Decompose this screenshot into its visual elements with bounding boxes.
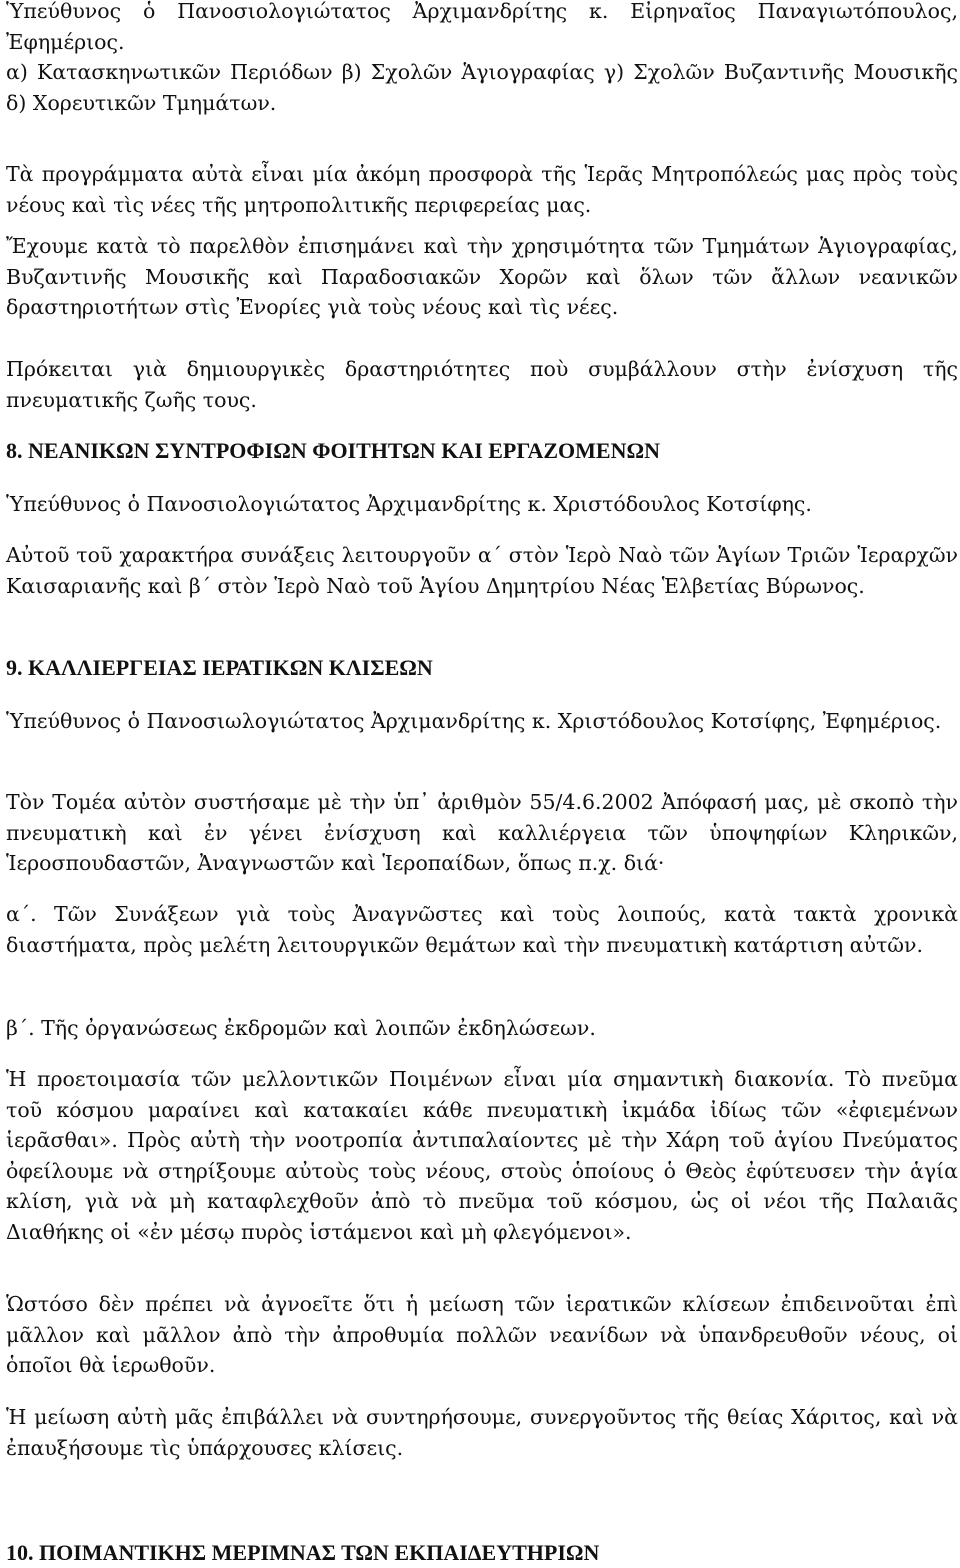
divine-grace-paragraph: Ἡ μείωση αὐτὴ μᾶς ἐπιβάλλει νὰ συντηρήσουμε, συνεργοῦντος τῆς θείας Χάριτος, καὶ νὰ ἐπαυξήσουμε τὶς ὑπάρχουσες κλίσεις. [6, 1405, 958, 1460]
programs-paragraph: Τὰ προγράμματα αὐτὰ εἶναι μία ἀκόμη προσφορὰ τῆς Ἱερᾶς Μητροπόλεώς μας πρὸς τοὺς νέους καὶ τὶς νέες τῆς μητροπολιτικῆς περιφερείας μας. [6, 162, 958, 217]
future-shepherds-paragraph: Ἡ προετοιμασία τῶν μελλοντικῶν Ποιμένων εἶναι μία σημαντικὴ διακονία. Τὸ πνεῦμα τοῦ κόσμου μαραίνει καὶ κατακαίει κάθε πνευματικὴ ἰκμάδα ἰδίως τῶν «ἐφιεμένων ἱερᾶσθαι». Πρὸς αὐτὴ τὴν νοοτροπία ἀντιπαλαίοντες μὲ τὴν Χάρη τοῦ ἁγίου Πνεύματος ὀφείλουμε νὰ στηρίξουμε αὐτοὺς τοὺς νέους, στοὺς ὁποίους ὁ Θεὸς ἐφύτευσεν τὴν ἁγία κλίση, γιὰ νὰ μὴ καταφλεχθοῦν ἀπὸ τὸ πνεῦμα τοῦ κόσμου, ὡς οἱ νέοι τῆς Παλαιᾶς Διαθήκης οἱ «ἐν μέσῳ πυρὸς ἱστάμενοι καὶ μὴ φλεγόμενοι». [6, 1067, 958, 1244]
section-8-heading: 8. ΝΕΑΝΙΚΩΝ ΣΥΝΤΡΟΦΙΩΝ ΦΟΙΤΗΤΩΝ ΚΑΙ ΕΡΓΑΖΟΜΕΝΩΝ [6, 438, 660, 463]
item-alpha-paragraph: α΄. Τῶν Συνάξεων γιὰ τοὺς Ἀναγνῶστες καὶ τοὺς λοιπούς, κατὰ τακτὰ χρονικὰ διαστήματα, πρὸς μελέτη λειτουργικῶν θεμάτων καὶ τὴν πνευματικὴ κατάρτιση αὐτῶν. [6, 902, 958, 957]
intro-responsible-paragraph: Ὑπεύθυνος ὁ Πανοσιολογιώτατος Ἀρχιμανδρίτης κ. Εἰρηναῖος Παναγιωτόπουλος, Ἐφημέριος. [6, 0, 958, 54]
section-9-heading: 9. ΚΑΛΛΙΕΡΓΕΙΑΣ ΙΕΡΑΤΙΚΩΝ ΚΛΙΣΕΩΝ [6, 655, 433, 680]
sector-establishment-paragraph: Τὸν Τομέα αὐτὸν συστήσαμε μὲ τὴν ὑπ᾽ ἀριθμὸν 55/4.6.2002 Ἀπόφασή μας, μὲ σκοπὸ τὴν πνευματικὴ καὶ ἐν γένει ἐνίσχυση καὶ καλλιέργεια τῶν ὑποψηφίων Κληρικῶν, Ἱεροσπουδαστῶν, Ἀναγνωστῶν καὶ Ἱεροπαίδων, ὅπως π.χ. διά· [6, 790, 958, 876]
past-activities-paragraph: Ἔχουμε κατὰ τὸ παρελθὸν ἐπισημάνει καὶ τὴν χρησιμότητα τῶν Τμημάτων Ἁγιογραφίας, Βυζαντινῆς Μουσικῆς καὶ Παραδοσιακῶν Χορῶν καὶ ὅλων τῶν ἄλλων νεανικῶν δραστηριοτήτων στὶς Ἐνορίες γιὰ τοὺς νέους καὶ τὶς νέες. [6, 234, 958, 320]
section-10-heading: 10. ΠΟΙΜΑΝΤΙΚΗΣ ΜΕΡΙΜΝΑΣ ΤΩΝ ΕΚΠΑΙΔΕΥΤΗΡΙΩΝ [6, 1540, 600, 1565]
meetings-paragraph: Αὐτοῦ τοῦ χαρακτήρα συνάξεις λειτουργοῦν α΄ στὸν Ἱερὸ Ναὸ τῶν Ἁγίων Τριῶν Ἱεραρχῶν Καισαριανῆς καὶ β΄ στὸν Ἱερὸ Ναὸ τοῦ Ἁγίου Δημητρίου Νέας Ἑλβετίας Βύρωνος. [6, 543, 958, 598]
vocations-decline-paragraph: Ὡστόσο δὲν πρέπει νὰ ἀγνοεῖτε ὅτι ἡ μείωση τῶν ἱερατικῶν κλίσεων ἐπιδεινοῦται ἐπὶ μᾶλλον καὶ μᾶλλον ἀπὸ τὴν ἀπροθυμία πολλῶν νεανίδων νὰ ὑπανδρευθοῦν νέους, οἱ ὁποῖοι θὰ ἱερωθοῦν. [6, 1292, 958, 1378]
sections-paragraph: α) Κατασκηνωτικῶν Περιόδων β) Σχολῶν Ἁγιογραφίας γ) Σχολῶν Βυζαντινῆς Μουσικῆς δ) Χορευτικῶν Τμημάτων. [6, 60, 958, 115]
section-8-responsible: Ὑπεύθυνος ὁ Πανοσιολογιώτατος Ἀρχιμανδρίτης κ. Χριστόδουλος Κοτσίφης. [6, 492, 812, 516]
creative-activities-paragraph: Πρόκειται γιὰ δημιουργικὲς δραστηριότητες ποὺ συμβάλλουν στὴν ἐνίσχυση τῆς πνευματικῆς ζωῆς τους. [6, 357, 958, 412]
section-9-responsible: Ὑπεύθυνος ὁ Πανοσιωλογιώτατος Ἀρχιμανδρίτης κ. Χριστόδουλος Κοτσίφης, Ἐφημέριος. [6, 709, 942, 733]
item-beta-paragraph: β΄. Τῆς ὀργανώσεως ἐκδρομῶν καὶ λοιπῶν ἐκδηλώσεων. [6, 1016, 596, 1040]
